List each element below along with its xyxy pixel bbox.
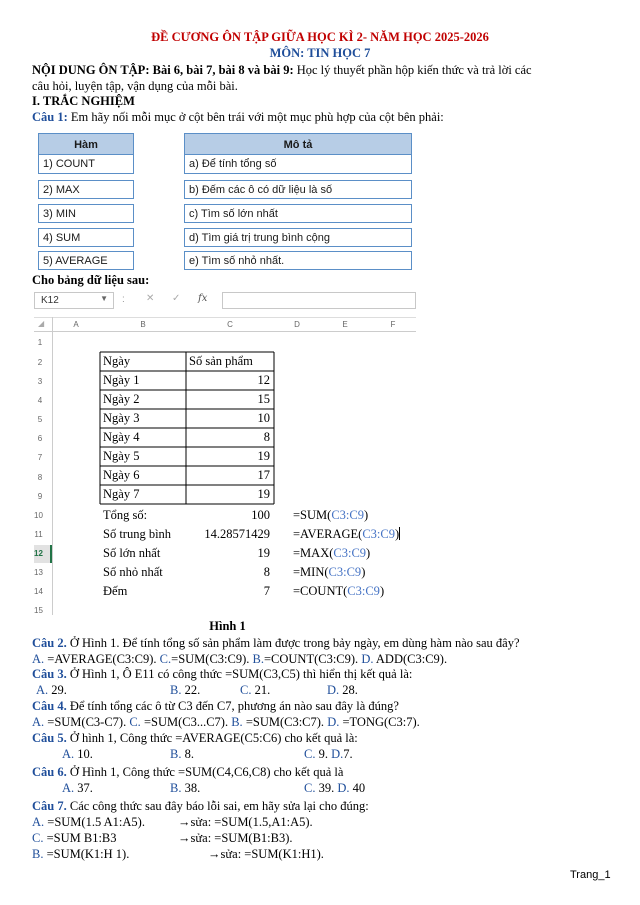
column-header-e[interactable]: E: [342, 320, 348, 329]
row-header-active[interactable]: 12: [34, 549, 43, 558]
cell-summary-value[interactable]: 7: [263, 584, 270, 598]
cell-value[interactable]: 10: [257, 411, 270, 425]
q6-option-cd: C. 39. D. 40: [304, 781, 366, 795]
q6-number: Câu 6.: [32, 765, 67, 779]
q2-options: A. =AVERAGE(C3:C9). C.=SUM(C3:C9). B.=COUNT(C3:C9). D. ADD(C3:C9).: [32, 652, 448, 666]
q7-text: Các công thức sau đây báo lỗi sai, em hãy sửa lại cho đúng:: [69, 799, 369, 813]
cell-day[interactable]: Ngày 3: [103, 411, 140, 425]
question-5: [32, 731, 358, 746]
content-label: NỘI DUNG ÔN TẬP:: [32, 63, 150, 77]
q3-number: Câu 3.: [32, 667, 67, 681]
subject-title: MÔN: TIN HỌC 7: [269, 46, 371, 60]
q4-number: Câu 4.: [32, 699, 67, 713]
row-header[interactable]: 2: [37, 358, 43, 367]
q3-option-a: A. 29.: [36, 683, 67, 697]
cell-value[interactable]: 8: [263, 430, 270, 444]
name-box-value: K12: [41, 295, 59, 306]
description-e: e) Tìm số nhỏ nhất.: [184, 251, 412, 270]
description-d: d) Tìm giá trị trung bình cộng: [184, 228, 412, 247]
q6-option-b: B. 38.: [170, 781, 201, 795]
q7-wrong-c: C. =SUM B1:B3: [32, 831, 117, 845]
row-header[interactable]: 14: [34, 587, 43, 596]
cell-value[interactable]: 17: [257, 468, 270, 482]
q3-option-c: C. 21.: [240, 683, 271, 697]
row-header[interactable]: 9: [37, 492, 43, 501]
formula-min[interactable]: =MIN(C3:C9): [293, 565, 366, 579]
cell-summary-label[interactable]: Tổng số:: [103, 508, 148, 522]
cell-value[interactable]: 15: [257, 392, 270, 406]
cell-summary-value[interactable]: 100: [251, 508, 270, 522]
q6-text: Ở Hình 1, Công thức =SUM(C4,C6,C8) cho kết quả là: [69, 765, 344, 779]
formula-average[interactable]: =AVERAGE(C3:C9): [293, 527, 400, 541]
cell-value[interactable]: 19: [257, 449, 270, 463]
cell-summary-label[interactable]: Số trung bình: [103, 527, 172, 541]
question-7: [32, 799, 369, 814]
content-desc-2: câu hỏi, luyện tập, vận dụng của mỗi bài.: [32, 79, 238, 93]
function-average: 5) AVERAGE: [38, 251, 134, 270]
question-2: [32, 636, 520, 651]
row-header[interactable]: 15: [34, 606, 43, 615]
q6-option-a: A. 37.: [62, 781, 93, 795]
function-count: 1) COUNT: [38, 155, 134, 174]
column-header-c[interactable]: C: [227, 320, 233, 329]
cell-summary-label[interactable]: Số lớn nhất: [103, 546, 161, 560]
page-number: Trang_1: [570, 869, 611, 881]
data-label: Cho bảng dữ liệu sau:: [32, 273, 150, 287]
cell-value[interactable]: 12: [257, 373, 270, 387]
q1-text: Em hãy nối mỗi mục ở cột bên trái với một mục phù hợp của cột bên phải:: [70, 110, 444, 124]
q5-option-a: A. 10.: [62, 747, 93, 761]
cell-day[interactable]: Ngày 6: [103, 468, 140, 482]
cell-day[interactable]: Ngày 1: [103, 373, 140, 387]
q1-number: Câu 1:: [32, 110, 68, 124]
column-header-f[interactable]: F: [390, 320, 396, 329]
function-max: 2) MAX: [38, 180, 134, 199]
cell-summary-label[interactable]: Đếm: [103, 584, 128, 598]
column-header-d[interactable]: D: [294, 320, 300, 329]
cell-c2[interactable]: Số sản phẩm: [189, 354, 253, 368]
q5-number: Câu 5.: [32, 731, 67, 745]
row-header[interactable]: 1: [37, 338, 43, 347]
q7-wrong-b: B. =SUM(K1:H 1).: [32, 847, 130, 861]
formula-count[interactable]: =COUNT(C3:C9): [293, 584, 385, 598]
q2-text: Ở Hình 1. Để tính tổng số sản phẩm làm được trong bảy ngày, em dùng hàm nào sau đây?: [69, 636, 520, 650]
row-header[interactable]: 6: [37, 434, 43, 443]
text-cursor: [399, 527, 400, 540]
cancel-icon[interactable]: ✕: [146, 293, 155, 304]
q5-option-b: B. 8.: [170, 747, 194, 761]
cell-summary-label[interactable]: Số nhỏ nhất: [103, 565, 163, 579]
chevron-down-icon[interactable]: ▼: [100, 294, 108, 303]
question-4: [32, 699, 399, 714]
cell-summary-value[interactable]: 14.28571429: [204, 527, 270, 541]
column-header-a[interactable]: A: [73, 320, 79, 329]
cell-day[interactable]: Ngày 7: [103, 487, 140, 501]
q4-options: A. =SUM(C3-C7). C. =SUM(C3...C7). B. =SUM(C3:C7). D. =TONG(C3:7).: [32, 715, 420, 729]
cell-summary-value[interactable]: 8: [263, 565, 270, 579]
q4-text: Để tính tổng các ô từ C3 đến C7, phương án nào sau đây là đúng?: [69, 699, 399, 713]
table-header-description: Mô tả: [184, 133, 412, 155]
row-header[interactable]: 13: [34, 568, 43, 577]
row-header[interactable]: 10: [34, 511, 43, 520]
q3-option-b: B. 22.: [170, 683, 201, 697]
function-min: 3) MIN: [38, 204, 134, 223]
q2-number: Câu 2.: [32, 636, 67, 650]
enter-icon[interactable]: ✓: [172, 293, 181, 304]
row-header[interactable]: 8: [37, 473, 43, 482]
cell-summary-value[interactable]: 19: [257, 546, 270, 560]
q7-fix-c: →sửa: =SUM(B1:B3).: [178, 831, 293, 845]
q5-text: Ở hình 1, Công thức =AVERAGE(C5:C6) cho kết quả là:: [69, 731, 358, 745]
description-a: a) Để tính tổng số: [184, 155, 412, 174]
fx-icon[interactable]: fx: [198, 293, 208, 304]
q7-wrong-a: A. =SUM(1.5 A1:A5).: [32, 815, 145, 829]
row-header[interactable]: 5: [37, 415, 43, 424]
q7-fix-b: →sửa: =SUM(K1:H1).: [208, 847, 324, 861]
question-3: [32, 667, 412, 682]
select-all-corner[interactable]: ◢: [38, 319, 45, 328]
cell-value[interactable]: 19: [257, 487, 270, 501]
description-c: c) Tìm số lớn nhất: [184, 204, 412, 223]
cell-day[interactable]: Ngày 4: [103, 430, 140, 444]
figure-caption: Hình 1: [209, 619, 246, 633]
cell-day[interactable]: Ngày 5: [103, 449, 140, 463]
content-desc-1: Học lý thuyết phần hộp kiến thức và trả lời các: [296, 63, 532, 77]
table-header-function: Hàm: [38, 133, 134, 155]
question-6: [32, 765, 343, 780]
q5-option-cd: C. 9. D.7.: [304, 747, 353, 761]
q7-number: Câu 7.: [32, 799, 67, 813]
function-sum: 4) SUM: [38, 228, 134, 247]
description-b: b) Đếm các ô có dữ liệu là số: [184, 180, 412, 199]
section-title: I. TRẮC NGHIỆM: [32, 94, 135, 108]
formula-sum[interactable]: =SUM(C3:C9): [293, 508, 369, 522]
cell-b2[interactable]: Ngày: [103, 354, 131, 368]
row-header[interactable]: 7: [37, 453, 43, 462]
q3-option-d: D. 28.: [327, 683, 358, 697]
q7-fix-a: →sửa: =SUM(1.5,A1:A5).: [178, 815, 313, 829]
column-header-b[interactable]: B: [140, 320, 146, 329]
row-header[interactable]: 4: [37, 396, 43, 405]
formula-bar-separator: :: [122, 294, 125, 305]
content-lessons: Bài 6, bài 7, bài 8 và bài 9:: [152, 63, 294, 77]
document-title: ĐỀ CƯƠNG ÔN TẬP GIỮA HỌC KÌ 2- NĂM HỌC 2025-2026: [151, 30, 489, 44]
row-header[interactable]: 11: [34, 530, 43, 539]
formula-max[interactable]: =MAX(C3:C9): [293, 546, 371, 560]
cell-day[interactable]: Ngày 2: [103, 392, 140, 406]
row-header[interactable]: 3: [37, 377, 43, 386]
q3-text: Ở Hình 1, Ô E11 có công thức =SUM(C3,C5) thì hiển thị kết quả là:: [69, 667, 413, 681]
